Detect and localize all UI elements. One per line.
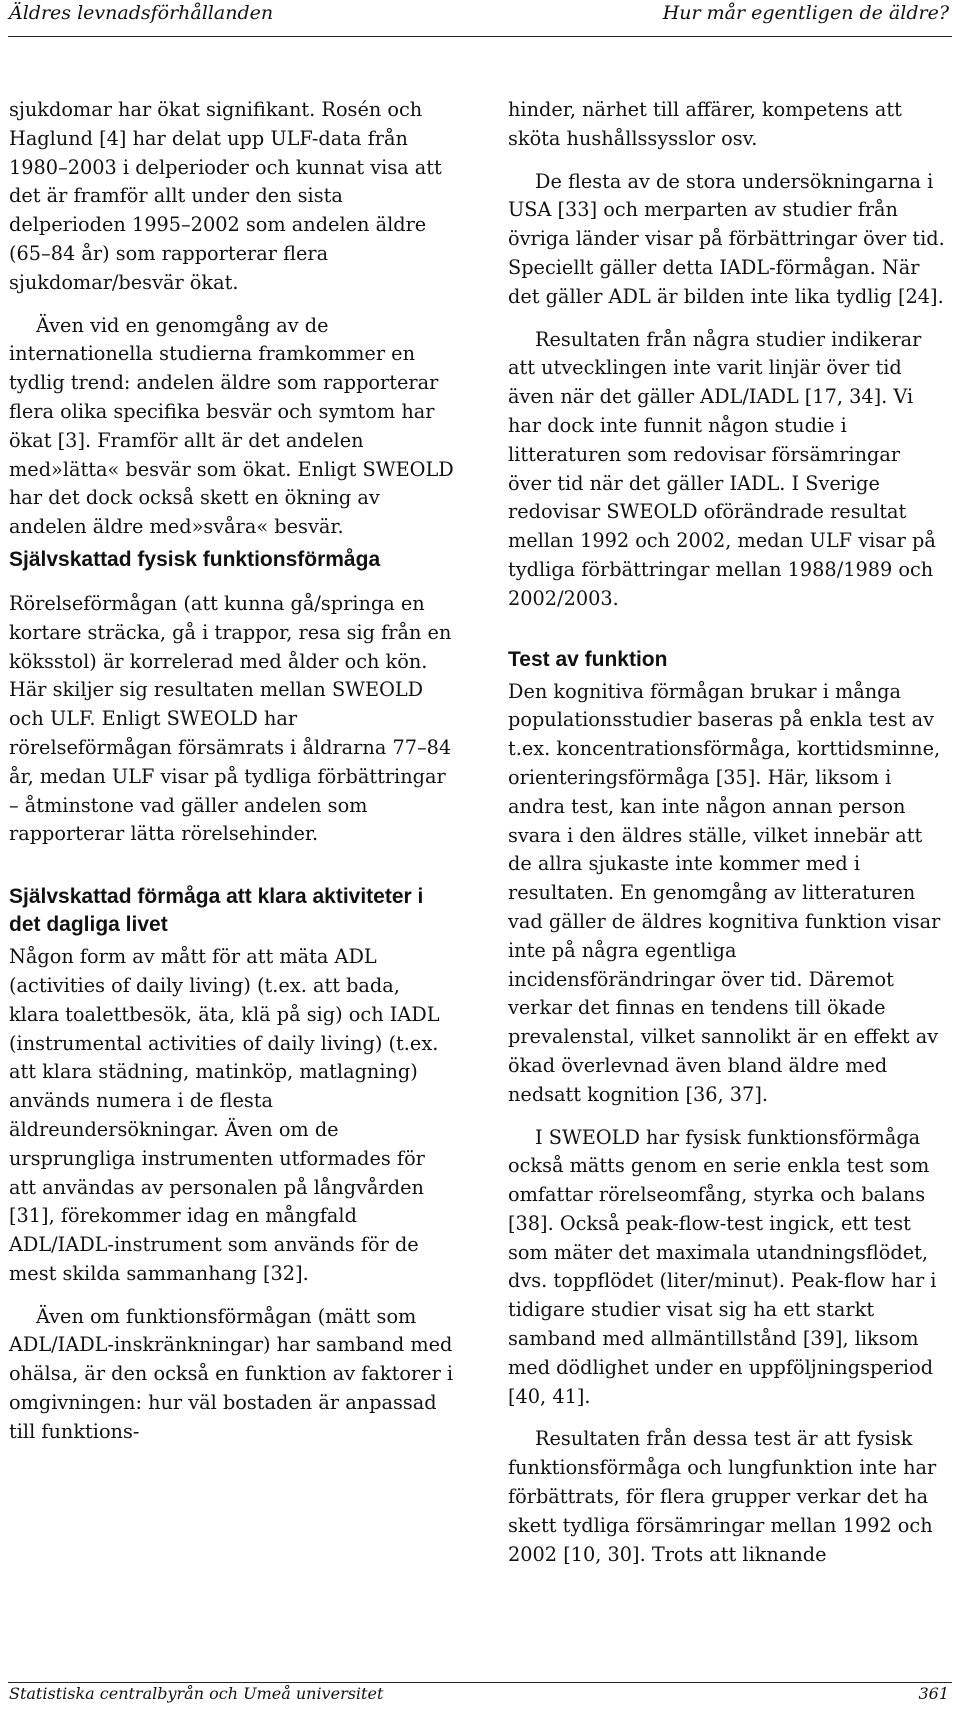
running-header-left: Äldres levnadsförhållanden — [9, 2, 274, 24]
left-column — [9, 96, 454, 1447]
paragraph: sjukdomar har ökat signifikant. Rosén och Haglund [4] har delat upp ULF-data från 1980–2003 i delperioder och kunnat visa att det är framför allt under den sista delperioden 1995–2002 som andelen äldre (65–84 år) som rapporterar flera sjukdomar/besvär ökat. — [9, 98, 442, 294]
footer-publisher: Statistiska centralbyrån och Umeå universitet — [9, 1684, 384, 1703]
page-number: 361 — [918, 1684, 949, 1703]
header-rule — [8, 36, 952, 37]
paragraph: Resultaten från dessa test är att fysisk funktionsförmåga och lungfunktion inte har förbättrats, för flera grupper verkar det ha skett tydliga försämringar mellan 1992 och 2002 [10, 30]. Trots att liknande — [508, 1427, 937, 1566]
paragraph: Någon form av mått för att mäta ADL (activities of daily living) (t.ex. att bada, klara toalettbesök, äta, klä på sig) och IADL (instrumental activities of daily living) (t.ex. att klara städning, matinköp, matlagning) används numera i de flesta äldreundersökningar. Även om de ursprungliga instrumenten utformades för att användas av personalen på långvården [31], förekommer idag en mångfald ADL/IADL-instrument som används för de mest skilda sammanhang [32]. — [9, 945, 440, 1285]
paragraph: Även vid en genomgång av de internationella studierna framkommer en tydlig trend: andelen äldre som rapporterar flera olika specifika besvär och symtom har ökat [3]. Framför allt är det andelen med»lätta« besvär som ökat. Enligt SWEOLD har det dock också skett en ökning av andelen äldre med»svåra« besvär. — [9, 313, 454, 539]
paragraph: Även om funktionsförmågan (mätt som ADL/IADL-inskränkningar) har samband med ohälsa, är den också en funktion av faktorer i omgivningen: hur väl bostaden är anpassad till funktions- — [9, 1304, 454, 1443]
paragraph: De flesta av de stora undersökningarna i USA [33] och merparten av studier från övriga länder visar på förbättringar över tid. Speciellt gäller detta IADL-förmågan. När det gäller ADL är bilden inte lika tydlig [24]. — [508, 169, 945, 308]
paragraph: I SWEOLD har fysisk funktionsförmåga också mätts genom en serie enkla test som omfattar rörelseomfång, styrka och balans [38]. Också peak-flow-test ingick, ett test som mäter det maximala utandningsflödet, dvs. toppflödet (liter/minut). Peak-flow har i tidigare studier visat sig ha ett starkt samband med allmäntillstånd [39], liksom med dödlighet under en uppföljningsperiod [40, 41]. — [508, 1125, 937, 1408]
running-header-right: Hur mår egentligen de äldre? — [662, 2, 949, 24]
section-heading: Självskattad fysisk funktionsförmåga — [9, 547, 381, 571]
footer-rule — [8, 1682, 952, 1683]
right-column — [508, 96, 948, 1569]
section-heading: Test av funktion — [508, 647, 668, 671]
section-heading: Självskattad förmåga att klara aktiviteter i det dagliga livet — [9, 885, 424, 937]
paragraph: Den kognitiva förmågan brukar i många populationsstudier baseras på enkla test av t.ex. koncentrationsförmåga, korttidsminne, orienteringsförmåga [35]. Här, liksom i andra test, kan inte någon annan person svara i den äldres ställe, vilket innebär att de allra sjukaste inte kommer med i resultaten. En genomgång av litteraturen vad gäller de äldres kognitiva funktion visar inte på några egentliga incidensförändringar över tid. Däremot verkar det finnas en tendens till ökade prevalenstal, vilket sannolikt är en effekt av ökad överlevnad även bland äldre med nedsatt kognition [36, 37]. — [508, 679, 941, 1106]
paragraph: hinder, närhet till affärer, kompetens att sköta hushållssysslor osv. — [508, 98, 902, 150]
paragraph: Rörelseförmågan (att kunna gå/springa en kortare sträcka, gå i trappor, resa sig från en köksstol) är korrelerad med ålder och kön. Här skiljer sig resultaten mellan SWEOLD och ULF. Enligt SWEOLD har rörelseförmågan försämrats i åldrarna 77–84 år, medan ULF visar på tydliga förbättringar – åtminstone vad gäller andelen som rapporterar lätta rörelsehinder. — [9, 591, 452, 846]
paragraph: Resultaten från några studier indikerar att utvecklingen inte varit linjär över tid även när det gäller ADL/IADL [17, 34]. Vi har dock inte funnit någon studie i litteraturen som redovisar försämringar över tid när det gäller IADL. I Sverige redovisar SWEOLD oförändrade resultat mellan 1992 och 2002, medan ULF visar på tydliga förbättringar mellan 1988/1989 och 2002/2003. — [508, 327, 936, 610]
